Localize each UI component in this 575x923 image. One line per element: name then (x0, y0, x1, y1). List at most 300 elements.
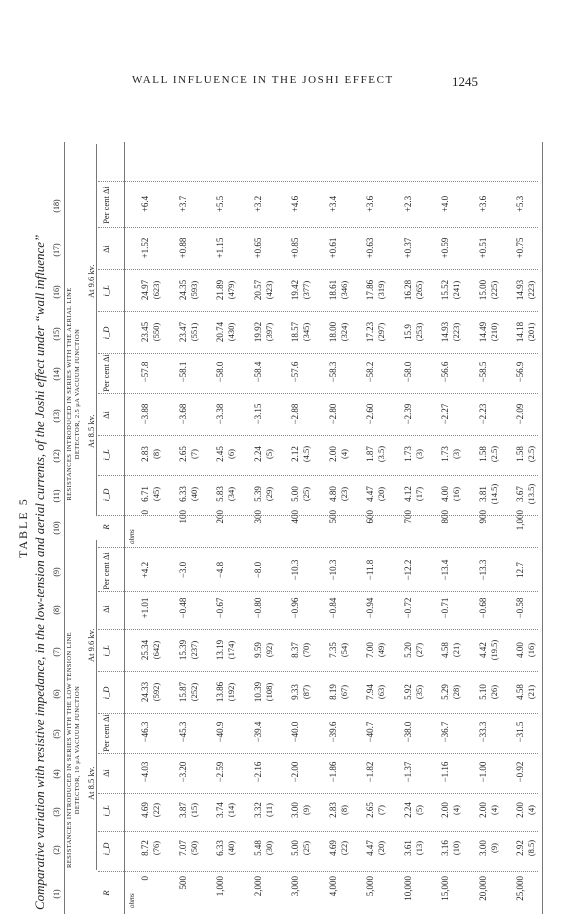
column-separator-5 (98, 713, 538, 714)
ohms-unit-left: ohms (128, 893, 136, 908)
left-row-iL96: 15.39 (177, 639, 188, 661)
left-row-iD96: 5.29 (440, 684, 450, 700)
left-row-R: 5,000 (365, 876, 375, 897)
right-row-iL-sq: (4) (338, 449, 349, 459)
left-row-R: 500 (177, 876, 188, 890)
right-row-pct: −57.8 (140, 361, 150, 383)
left-row-iL96: 4.58 (440, 642, 450, 658)
column-separator-9 (98, 547, 538, 548)
column-number-18: (18) (52, 199, 61, 213)
right-row-pct: −58.2 (365, 361, 375, 383)
left-row-di: −2.16 (252, 761, 263, 783)
left-row-iL-sq: (4) (451, 805, 461, 815)
right-row-iL96-sq: (319) (376, 280, 386, 300)
left-row-iL96: 5.20 (402, 642, 413, 658)
left-row-iD-sq: (76) (151, 840, 161, 856)
right-row-iL-sq: (3) (413, 449, 424, 459)
right-row-iD96: 14.93 (440, 321, 450, 343)
left-row-R: 4,000 (327, 876, 338, 897)
left-row-di96: −0.48 (177, 597, 188, 619)
column-separator-2 (98, 831, 538, 832)
right-row-pct96: +2.3 (402, 195, 413, 213)
left-row-iL-sq: (5) (413, 805, 424, 815)
left-row-iD-sq: (9) (488, 843, 499, 853)
column-number-9: (9) (52, 567, 61, 577)
right-row-iD: 4.47 (365, 486, 375, 502)
left-row-iD96-sq: (192) (226, 682, 236, 702)
right-row-pct: −58.5 (477, 361, 488, 383)
left-group-note: RESISTANCES INTRODUCED IN SERIES WITH THE LOW TENSION LINE DETECTOR, 10 μA VACUUM JUNCTION (66, 632, 81, 868)
left-row-di: −1.82 (365, 761, 375, 783)
left-row-iL96: 8.37 (290, 642, 300, 658)
right-row-pct96: +3.4 (327, 195, 338, 213)
right-row-pct: −58.3 (327, 361, 338, 383)
right-row-iD96: 15.9 (402, 324, 413, 340)
column-separator-14 (98, 353, 538, 354)
column-number-15: (15) (52, 327, 61, 341)
right-row-iD: 6.71 (140, 486, 150, 502)
left-row-di: −1.00 (477, 761, 488, 783)
right-row-di: −2.09 (515, 403, 525, 425)
left-row-iD-sq: (50) (188, 840, 199, 856)
right-row-di96: +0.37 (402, 237, 413, 259)
right-row-iD96: 17.23 (365, 321, 375, 343)
right-row-iD96: 23.45 (140, 321, 150, 343)
right-row-iL-sq: (5) (263, 449, 274, 459)
left-row-di: −1.86 (327, 761, 338, 783)
right-row-R: 900 (477, 510, 488, 524)
left-row-di96: −0.94 (365, 597, 375, 619)
left-row-iD: 3.00 (477, 840, 488, 856)
left-row-iL96-sq: (21) (451, 642, 461, 658)
right-row-pct96: +4.6 (290, 195, 300, 213)
column-header-1: R (101, 890, 111, 896)
right-row-iD-sq: (29) (263, 486, 274, 502)
left-row-iL: 3.74 (215, 802, 225, 818)
right-row-iL96: 15.52 (440, 279, 450, 301)
left-row-iD96: 24.33 (140, 681, 150, 703)
right-row-pct96: +3.6 (477, 195, 488, 213)
left-row-iD-sq: (40) (226, 840, 236, 856)
left-row-pct: −39.6 (327, 721, 338, 743)
left-row-iD: 2.92 (515, 840, 525, 856)
column-number-16: (16) (52, 285, 61, 299)
left-row-di: −4.03 (140, 761, 150, 783)
column-separator-10 (98, 515, 538, 516)
column-separator-1 (98, 871, 538, 872)
left-row-iL96: 13.19 (215, 639, 225, 661)
left-row-iL: 2.00 (515, 802, 525, 818)
left-row-iL: 2.00 (440, 802, 450, 818)
column-number-2: (2) (52, 845, 61, 855)
right-row-iL: 2.83 (140, 446, 150, 462)
right-row-iD96-sq: (297) (376, 322, 386, 342)
left-row-iL96-sq: (237) (188, 640, 199, 660)
right-row-iD96-sq: (223) (451, 322, 461, 342)
right-row-pct: −58.1 (177, 361, 188, 383)
left-row-di96: −0.71 (440, 597, 450, 619)
left-row-pct: −33.3 (477, 721, 488, 743)
right-row-di96: +0.51 (477, 237, 488, 259)
left-row-iD96-sq: (28) (451, 684, 461, 700)
left-row-pct: −40.7 (365, 721, 375, 743)
right-row-pct96: +6.4 (140, 195, 150, 213)
left-row-iL96: 4.00 (515, 642, 525, 658)
left-row-iL96-sq: (92) (263, 642, 274, 658)
right-row-iL-sq: (2.5) (488, 445, 499, 463)
left-row-iD96: 5.92 (402, 684, 413, 700)
table-label: TABLE 5 (16, 497, 30, 558)
right-row-iD96: 20.74 (215, 321, 225, 343)
left-row-iD96: 5.10 (477, 684, 488, 700)
right-row-iD96: 14.49 (477, 321, 488, 343)
left-row-di96: −0.68 (477, 597, 488, 619)
right-row-iL96: 14.93 (515, 279, 525, 301)
right-row-iL96: 16.28 (402, 279, 413, 301)
left-row-iD-sq: (22) (338, 840, 349, 856)
kv-left-96: At 9.6 kv. (86, 628, 96, 662)
right-row-iL-sq: (8) (151, 449, 161, 459)
left-row-iD: 3.16 (440, 840, 450, 856)
column-number-12: (12) (52, 449, 61, 463)
left-row-iL-sq: (15) (188, 802, 199, 818)
left-row-R: 10,000 (402, 876, 413, 901)
right-row-iL: 2.00 (327, 446, 338, 462)
column-header-2: i_D (101, 842, 111, 856)
right-row-iL-sq: (6) (226, 449, 236, 459)
column-header-3: i_L (101, 805, 111, 817)
left-row-di96: −0.96 (290, 597, 300, 619)
right-row-iL96: 24.97 (140, 279, 150, 301)
left-row-iD-sq: (8.5) (526, 839, 536, 857)
left-row-iD96: 13.86 (215, 681, 225, 703)
left-row-iL-sq: (22) (151, 802, 161, 818)
right-row-iD: 5.00 (290, 486, 300, 502)
left-row-iD: 3.61 (402, 840, 413, 856)
page-number: 1245 (452, 74, 478, 89)
column-number-8: (8) (52, 605, 61, 615)
left-row-di: −2.59 (215, 761, 225, 783)
kv-right-96: At 9.6 kv. (86, 264, 96, 298)
right-row-iD96-sq: (430) (226, 322, 236, 342)
left-row-iL: 2.24 (402, 802, 413, 818)
right-row-iL-sq: (4.5) (301, 445, 311, 463)
left-row-iL: 2.65 (365, 802, 375, 818)
left-row-iD96-sq: (87) (301, 684, 311, 700)
column-number-14: (14) (52, 367, 61, 381)
left-row-di96: −0.80 (252, 597, 263, 619)
left-row-iL-sq: (4) (488, 805, 499, 815)
left-row-iL: 3.32 (252, 802, 263, 818)
ohms-unit-right: ohms (128, 529, 136, 544)
right-row-pct96: +4.0 (440, 195, 450, 213)
left-row-pct: −31.5 (515, 721, 525, 743)
right-row-iL-sq: (3) (451, 449, 461, 459)
right-row-R: 800 (440, 510, 450, 524)
left-row-pct: −40.0 (290, 721, 300, 743)
left-row-di96: −0.72 (402, 597, 413, 619)
left-row-iL96-sq: (16) (526, 642, 536, 658)
right-row-iD-sq: (14.5) (488, 483, 499, 505)
column-separator-12 (98, 435, 538, 436)
column-header-14: Per cent Δi (101, 354, 111, 392)
column-separator-13 (98, 393, 538, 394)
right-row-iL: 1.58 (477, 446, 488, 462)
left-row-di: −2.00 (290, 761, 300, 783)
left-row-pct: −46.3 (140, 721, 150, 743)
left-row-iL96: 7.35 (327, 642, 338, 658)
right-row-iL: 1.73 (402, 446, 413, 462)
left-row-iL96: 9.59 (252, 642, 263, 658)
right-row-pct: −57.6 (290, 361, 300, 383)
right-row-R: 700 (402, 510, 413, 524)
right-row-pct: −56.6 (440, 361, 450, 383)
left-row-pct: −39.4 (252, 721, 263, 743)
right-row-R: 300 (252, 510, 263, 524)
column-header-5: Per cent Δi (101, 714, 111, 752)
right-row-R: 500 (327, 510, 338, 524)
left-row-iL-sq: (4) (526, 805, 536, 815)
right-row-iD-sq: (17) (413, 486, 424, 502)
left-row-iD-sq: (25) (301, 840, 311, 856)
right-row-di: −2.39 (402, 403, 413, 425)
right-row-iL-sq: (7) (188, 449, 199, 459)
column-header-17: Δi (101, 245, 111, 253)
right-row-iL: 2.45 (215, 446, 225, 462)
left-row-iD96-sq: (592) (151, 682, 161, 702)
column-header-6: i_D (101, 686, 111, 700)
left-row-pct96: −10.3 (327, 559, 338, 581)
right-row-iL96: 20.57 (252, 279, 263, 301)
right-row-iD96-sq: (397) (263, 322, 274, 342)
left-row-R: 20,000 (477, 876, 488, 901)
left-row-R: 3,000 (290, 876, 300, 897)
right-row-iD96-sq: (324) (338, 322, 349, 342)
column-number-1: (1) (52, 889, 61, 899)
left-row-iD: 7.07 (177, 840, 188, 856)
right-row-di: −2.80 (327, 403, 338, 425)
column-header-8: Δi (101, 605, 111, 613)
column-number-6: (6) (52, 689, 61, 699)
left-row-iD96-sq: (21) (526, 684, 536, 700)
left-row-iL-sq: (11) (263, 803, 274, 817)
table-caption: Comparative variation with resistive impedance, in the low-tension and aerial currents, of the Joshi effect under “wall influence” (32, 234, 47, 910)
right-row-di96: +0.75 (515, 237, 525, 259)
left-row-iL96-sq: (54) (338, 642, 349, 658)
left-row-iL-sq: (9) (301, 805, 311, 815)
left-kv-rule (96, 540, 97, 870)
right-row-iD: 4.12 (402, 486, 413, 502)
right-row-di96: +1.15 (215, 237, 225, 259)
left-row-pct96: −8.0 (252, 561, 263, 579)
right-row-iD96: 23.47 (177, 321, 188, 343)
left-row-R: 2,000 (252, 876, 263, 897)
right-row-iD96-sq: (550) (151, 322, 161, 342)
right-row-iL: 2.24 (252, 446, 263, 462)
left-row-iD: 5.48 (252, 840, 263, 856)
right-row-di: −2.60 (365, 403, 375, 425)
right-row-iL96: 15.00 (477, 279, 488, 301)
column-separator-15 (98, 311, 538, 312)
left-row-R: 15,000 (440, 876, 450, 901)
left-row-iL96-sq: (174) (226, 640, 236, 660)
right-row-iL96-sq: (377) (301, 280, 311, 300)
column-header-4: Δi (101, 769, 111, 777)
left-row-iD96-sq: (252) (188, 682, 199, 702)
right-row-iD: 5.39 (252, 486, 263, 502)
left-row-iD96: 9.33 (290, 684, 300, 700)
left-row-pct: −38.0 (402, 721, 413, 743)
left-row-iD: 4.69 (327, 840, 338, 856)
left-row-iL: 2.00 (477, 802, 488, 818)
right-row-iL-sq: (3.5) (376, 445, 386, 463)
left-row-iL: 4.69 (140, 802, 150, 818)
left-row-iD96: 15.87 (177, 681, 188, 703)
right-row-iL96: 18.61 (327, 279, 338, 301)
right-row-iL: 1.87 (365, 446, 375, 462)
right-row-di: −2.88 (290, 403, 300, 425)
right-row-iL96-sq: (241) (451, 280, 461, 300)
right-row-iD-sq: (16) (451, 486, 461, 502)
column-header-16: i_L (101, 285, 111, 297)
right-row-R: 1,000 (515, 510, 525, 531)
right-row-pct96: +3.7 (177, 195, 188, 213)
right-row-pct96: +5.3 (515, 195, 525, 213)
left-row-pct96: −10.3 (290, 559, 300, 581)
right-row-iD96-sq: (210) (488, 322, 499, 342)
right-row-pct96: +3.2 (252, 195, 263, 213)
column-header-15: i_D (101, 326, 111, 340)
right-row-di: −2.27 (440, 403, 450, 425)
right-row-iL96-sq: (225) (488, 280, 499, 300)
column-header-11: i_D (101, 488, 111, 502)
left-row-pct: −36.7 (440, 721, 450, 743)
right-row-iL96: 24.35 (177, 279, 188, 301)
column-separator-6 (98, 671, 538, 672)
right-row-pct96: +5.5 (215, 195, 225, 213)
left-row-di: −0.92 (515, 761, 525, 783)
right-row-iD96-sq: (551) (188, 322, 199, 342)
right-row-iD-sq: (23) (338, 486, 349, 502)
kv-right-85: At 8.5 kv. (86, 414, 96, 448)
right-row-iD: 4.80 (327, 486, 338, 502)
left-row-pct: −40.9 (215, 721, 225, 743)
left-row-di96: −0.67 (215, 597, 225, 619)
left-row-iL: 3.00 (290, 802, 300, 818)
right-row-iD-sq: (45) (151, 486, 161, 502)
left-row-iL96-sq: (642) (151, 640, 161, 660)
column-separator-16 (98, 269, 538, 270)
column-header-10: R (101, 524, 111, 530)
left-row-iL96: 7.00 (365, 642, 375, 658)
column-number-5: (5) (52, 729, 61, 739)
column-separator-3 (98, 793, 538, 794)
right-row-iL96-sq: (423) (263, 280, 274, 300)
right-row-di: −3.88 (140, 403, 150, 425)
left-row-iD: 8.72 (140, 840, 150, 856)
right-row-pct: −58.4 (252, 361, 263, 383)
right-row-di: −3.68 (177, 403, 188, 425)
right-row-iD: 5.83 (215, 486, 225, 502)
right-row-iD96: 19.92 (252, 321, 263, 343)
left-row-pct96: −12.2 (402, 559, 413, 581)
right-row-iL96: 17.86 (365, 279, 375, 301)
left-row-iL96-sq: (19.5) (488, 639, 499, 661)
column-number-10: (10) (52, 521, 61, 535)
right-row-iD96-sq: (345) (301, 322, 311, 342)
left-row-R: 1,000 (215, 876, 225, 897)
right-row-pct: −58.0 (402, 361, 413, 383)
right-row-R: 600 (365, 510, 375, 524)
right-row-di96: +0.61 (327, 237, 338, 259)
right-row-iL: 2.12 (290, 446, 300, 462)
right-row-iL: 1.73 (440, 446, 450, 462)
right-group-note: RESISTANCES INTRODUCED IN SERIES WITH THE AERIAL LINE DETECTOR, 2.5 μA VACUUM JUNCTION (66, 287, 81, 501)
right-row-iD-sq: (20) (376, 486, 386, 502)
left-row-di: −1.37 (402, 761, 413, 783)
left-row-di: −1.16 (440, 761, 450, 783)
column-header-18: Per cent Δi (101, 186, 111, 224)
column-separator-18 (98, 181, 538, 182)
running-head: WALL INFLUENCE IN THE JOSHI EFFECT (132, 74, 394, 86)
column-header-7: i_L (101, 645, 111, 657)
right-row-iL: 1.58 (515, 446, 525, 462)
left-row-iL-sq: (7) (376, 805, 386, 815)
column-header-13: Δi (101, 411, 111, 419)
left-row-pct96: +4.2 (140, 561, 150, 579)
column-separator-8 (98, 591, 538, 592)
right-row-di96: +1.52 (140, 237, 150, 259)
right-row-R: 0 (140, 510, 150, 515)
left-row-iD96: 10.39 (252, 681, 263, 703)
right-row-R: 100 (177, 510, 188, 524)
left-row-iL96: 4.42 (477, 642, 488, 658)
right-row-iL-sq: (2.5) (526, 445, 536, 463)
left-row-pct96: −13.3 (477, 559, 488, 581)
right-row-R: 200 (215, 510, 225, 524)
left-row-iL-sq: (14) (226, 802, 236, 818)
right-row-di: −2.23 (477, 403, 488, 425)
column-number-17: (17) (52, 243, 61, 257)
right-row-iD96-sq: (253) (413, 322, 424, 342)
right-row-di: −3.38 (215, 403, 225, 425)
right-row-iL96-sq: (346) (338, 280, 349, 300)
left-row-pct96: −11.8 (365, 559, 375, 581)
left-row-iL96-sq: (70) (301, 642, 311, 658)
left-row-di96: −0.58 (515, 597, 525, 619)
right-row-iD: 6.33 (177, 486, 188, 502)
right-row-di96: +0.88 (177, 237, 188, 259)
table-top-rule (64, 142, 65, 914)
left-row-iL96: 25.34 (140, 639, 150, 661)
left-row-pct96: −3.0 (177, 561, 188, 579)
column-number-11: (11) (52, 489, 61, 503)
right-row-iL96-sq: (479) (226, 280, 236, 300)
left-row-iL96-sq: (27) (413, 642, 424, 658)
left-row-iD96: 8.19 (327, 684, 338, 700)
column-separator-17 (98, 227, 538, 228)
left-row-iD-sq: (20) (376, 840, 386, 856)
left-row-R: 0 (140, 876, 150, 881)
column-separator-11 (98, 475, 538, 476)
left-row-iD96-sq: (63) (376, 684, 386, 700)
right-row-iD96-sq: (201) (526, 322, 536, 342)
header-bottom-rule (124, 142, 125, 914)
kv-left-85: At 8.5 kv. (86, 766, 96, 800)
right-row-iD: 3.81 (477, 486, 488, 502)
right-row-iD96: 14.18 (515, 321, 525, 343)
right-row-pct: −58.0 (215, 361, 225, 383)
